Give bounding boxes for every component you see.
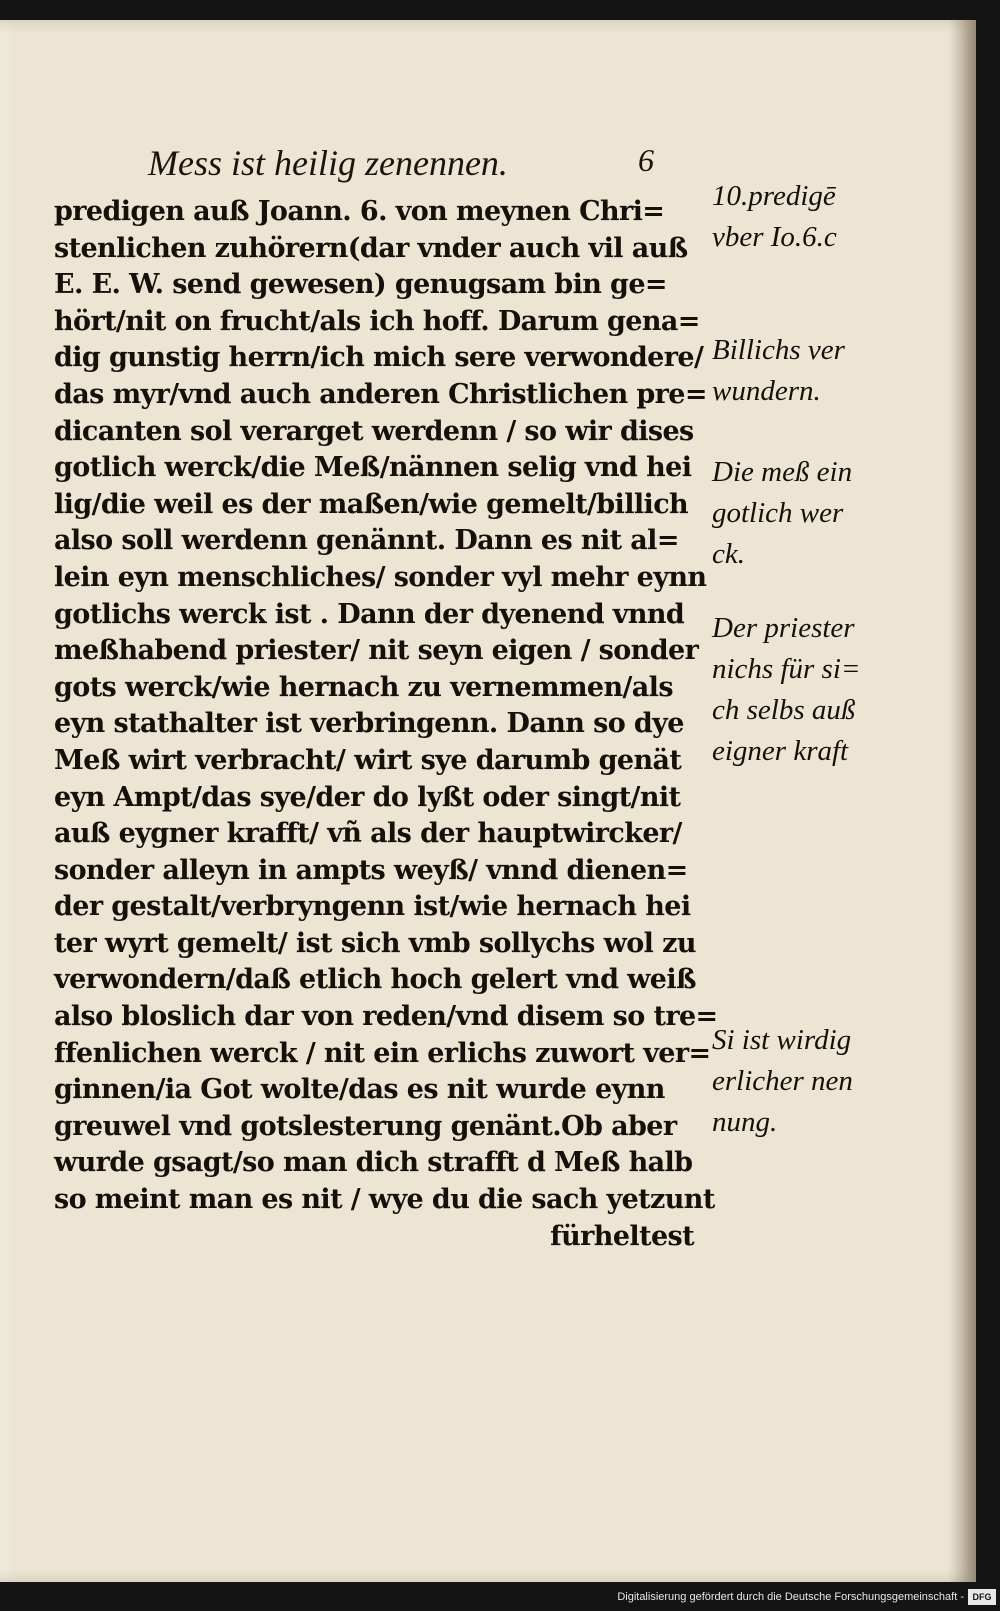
text-line: hört/nit on frucht/als ich hoff. Darum gena=	[54, 305, 700, 337]
text-line: stenlichen zuhörern(dar vnder auch vil auß	[54, 232, 688, 264]
margin-note-line: Der priester	[712, 612, 855, 644]
margin-note-line: eigner kraft	[712, 735, 849, 767]
margin-note-line: nichs für si=	[712, 653, 861, 685]
text-line: wurde gsagt/so man dich strafft d Meß halb	[54, 1147, 693, 1179]
margin-note-line: 10.predigē	[712, 180, 836, 212]
page-number: 6	[638, 142, 654, 178]
text-line: eyn Ampt/das sye/der do lyßt oder singt/nit	[54, 781, 681, 813]
margin-note	[712, 608, 872, 772]
text-line: ginnen/ia Got wolte/das es nit wurde eynn	[54, 1074, 665, 1106]
text-line: so meint man es nit / wye du die sach yetzunt	[54, 1184, 715, 1216]
text-line: gotlich werck/die Meß/nännen selig vnd hei	[54, 452, 692, 484]
margin-note-line: gotlich wer	[712, 497, 844, 529]
margin-note-line: Die meß ein	[712, 456, 853, 488]
margin-note-line: vber Io.6.c	[712, 221, 837, 253]
running-head: Mess ist heilig zenennen.	[148, 143, 508, 183]
margin-note-line: Billichs ver	[712, 334, 845, 366]
text-line: Meß wirt verbracht/ wirt sye darumb genät	[54, 744, 682, 776]
margin-note	[712, 330, 872, 412]
book-page	[0, 20, 976, 1582]
text-line: also bloslich dar von reden/vnd disem so tre=	[54, 1001, 718, 1033]
body-text	[54, 194, 724, 1255]
text-line: gotlichs werck ist . Dann der dyenend vnnd	[54, 598, 685, 630]
margin-note	[712, 452, 872, 575]
text-line: sonder alleyn in ampts weyß/ vnnd dienen=	[54, 854, 688, 886]
margin-note-line: Si ist wirdig	[712, 1024, 852, 1056]
digitization-credit: Digitalisierung gefördert durch die Deutsche Forschungsgemeinschaft -	[617, 1591, 964, 1603]
text-line: ffenlichen werck / nit ein erlichs zuwort ver=	[54, 1037, 711, 1069]
text-line: gots werck/wie hernach zu vernemmen/als	[54, 671, 673, 703]
text-line: eyn stathalter ist verbringenn. Dann so dye	[54, 708, 684, 740]
text-line: fürheltest	[550, 1220, 694, 1252]
text-line: lein eyn menschliches/ sonder vyl mehr eynn	[54, 561, 707, 593]
margin-note-line: wundern.	[712, 375, 821, 407]
text-line: das myr/vnd auch anderen Christlichen pre=	[54, 378, 707, 410]
text-line: also soll werdenn genännt. Dann es nit al=	[54, 525, 679, 557]
margin-note-line: nung.	[712, 1106, 778, 1138]
dfg-logo: DFG	[968, 1589, 996, 1605]
margin-note	[712, 176, 872, 258]
text-line: dicanten sol verarget werdenn / so wir dises	[54, 415, 694, 447]
text-line: der gestalt/verbryngenn ist/wie hernach hei	[54, 891, 691, 923]
text-line: ter wyrt gemelt/ ist sich vmb sollychs wol zu	[54, 927, 696, 959]
text-line: lig/die weil es der maßen/wie gemelt/billich	[54, 488, 689, 520]
margin-note-line: ck.	[712, 538, 745, 570]
text-line: dig gunstig herrn/ich mich sere verwondere/	[54, 342, 704, 374]
text-line: E. E. W. send gewesen) genugsam bin ge=	[54, 269, 667, 301]
margin-note-line: ch selbs auß	[712, 694, 856, 726]
text-line: predigen auß Joann. 6. von meynen Chri=	[54, 196, 665, 227]
text-line: greuwel vnd gotslesterung genänt.Ob aber	[54, 1110, 677, 1142]
text-line: verwondern/daß etlich hoch gelert vnd weiß	[54, 964, 696, 996]
text-line: auß eygner krafft/ vñ als der hauptwircker/	[54, 818, 682, 850]
margin-note-line: erlicher nen	[712, 1065, 853, 1097]
margin-note	[712, 1020, 872, 1143]
text-line: meßhabend priester/ nit seyn eigen / sonder	[54, 635, 699, 667]
